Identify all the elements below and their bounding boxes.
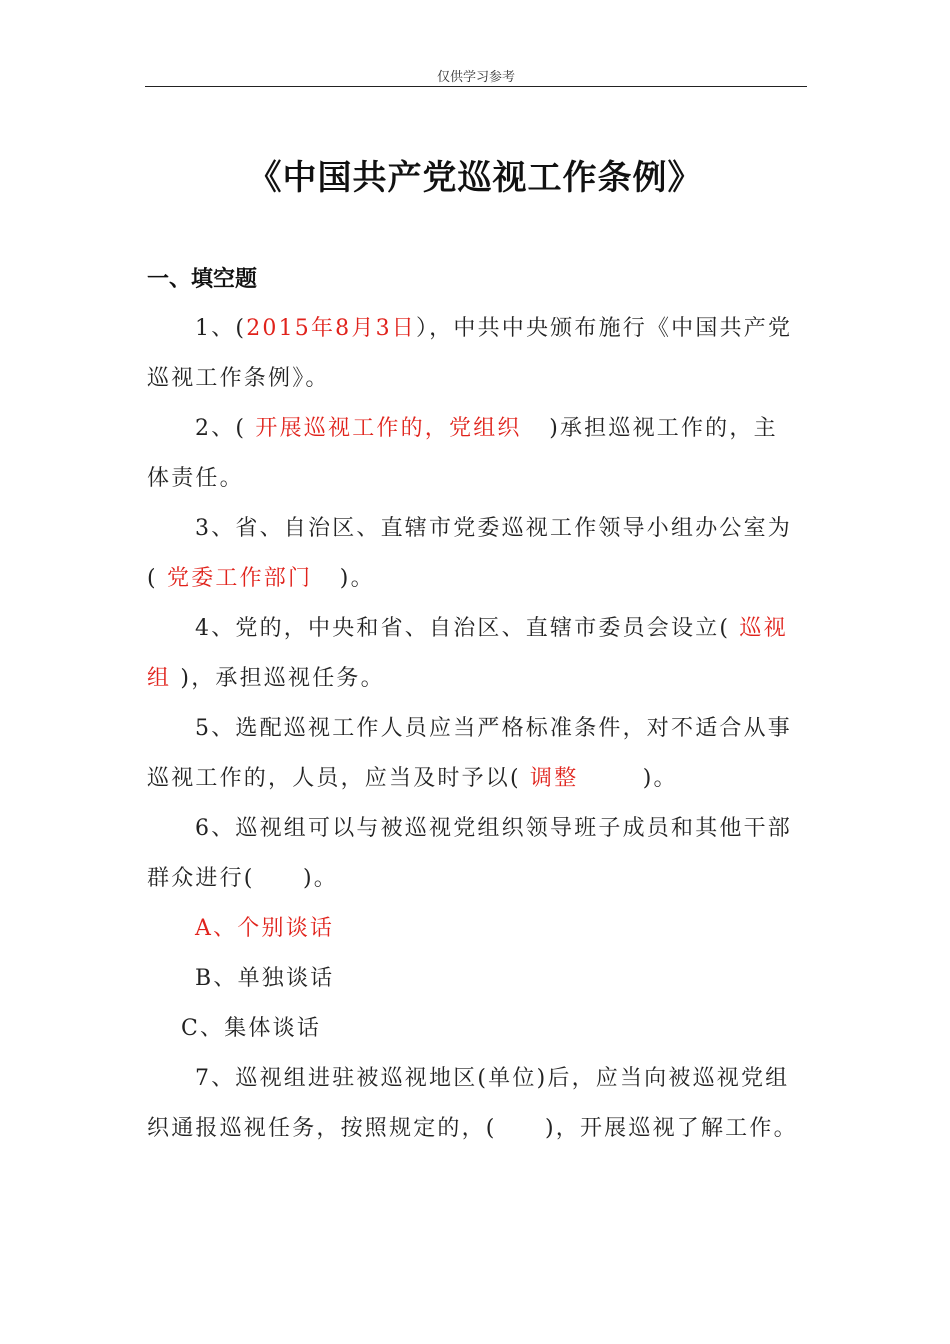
question-5 — [147, 704, 799, 804]
question-3 — [147, 504, 799, 604]
question-text: 5、选配巡视工作人员应当严格标准条件，对不适合从事巡视工作的，人员，应当及时予以( — [147, 716, 792, 791]
question-text: )。 — [339, 566, 375, 591]
answer-text: 2015年8月3日 — [246, 316, 416, 341]
section-heading: 一、填空题 — [147, 266, 258, 292]
question-text: 7、巡视组进驻被巡视地区(单位)后，应当向被巡视党组织通报巡视任务，按照规定的，( )，开展巡视了解工作。 — [147, 1066, 798, 1141]
question-text: )。 — [642, 766, 678, 791]
question-text: )承担巡视工作的，主体责任。 — [147, 416, 778, 491]
answer-text: 调整 — [530, 766, 579, 791]
option-b: B、单独谈话 — [195, 966, 335, 991]
option-c: C、集体谈话 — [181, 1016, 322, 1041]
question-6 — [147, 804, 799, 904]
question-text: 4、党的，中央和省、自治区、直辖市委员会设立( — [195, 616, 731, 641]
question-4 — [147, 604, 799, 704]
header-rule — [145, 86, 807, 87]
question-2 — [147, 404, 799, 504]
question-7 — [147, 1054, 799, 1154]
document-title: 《中国共产党巡视工作条例》 — [247, 158, 703, 198]
question-text: 3、省、自治区、直辖市党委巡视工作领导小组办公室为( — [147, 516, 792, 591]
question-list — [147, 304, 799, 1154]
page-header: 仅供学习参考 — [436, 70, 515, 85]
question-text: ），中共中央颁布施行《中国共产党巡视工作条例》。 — [147, 316, 793, 391]
option-a: A、个别谈话 — [195, 916, 335, 941]
question-text: )，承担巡视任务。 — [180, 666, 385, 691]
answer-text: 开展巡视工作的，党组织 — [255, 416, 522, 441]
question-text: 2、( — [195, 416, 247, 441]
answer-text: 党委工作部门 — [167, 566, 313, 591]
question-text: 1、( — [195, 316, 247, 341]
question-text: 6、巡视组可以与被巡视党组织领导班子成员和其他干部群众进行( )。 — [147, 816, 792, 891]
question-1 — [147, 304, 799, 404]
answer-text: 巡视组 — [147, 616, 788, 691]
